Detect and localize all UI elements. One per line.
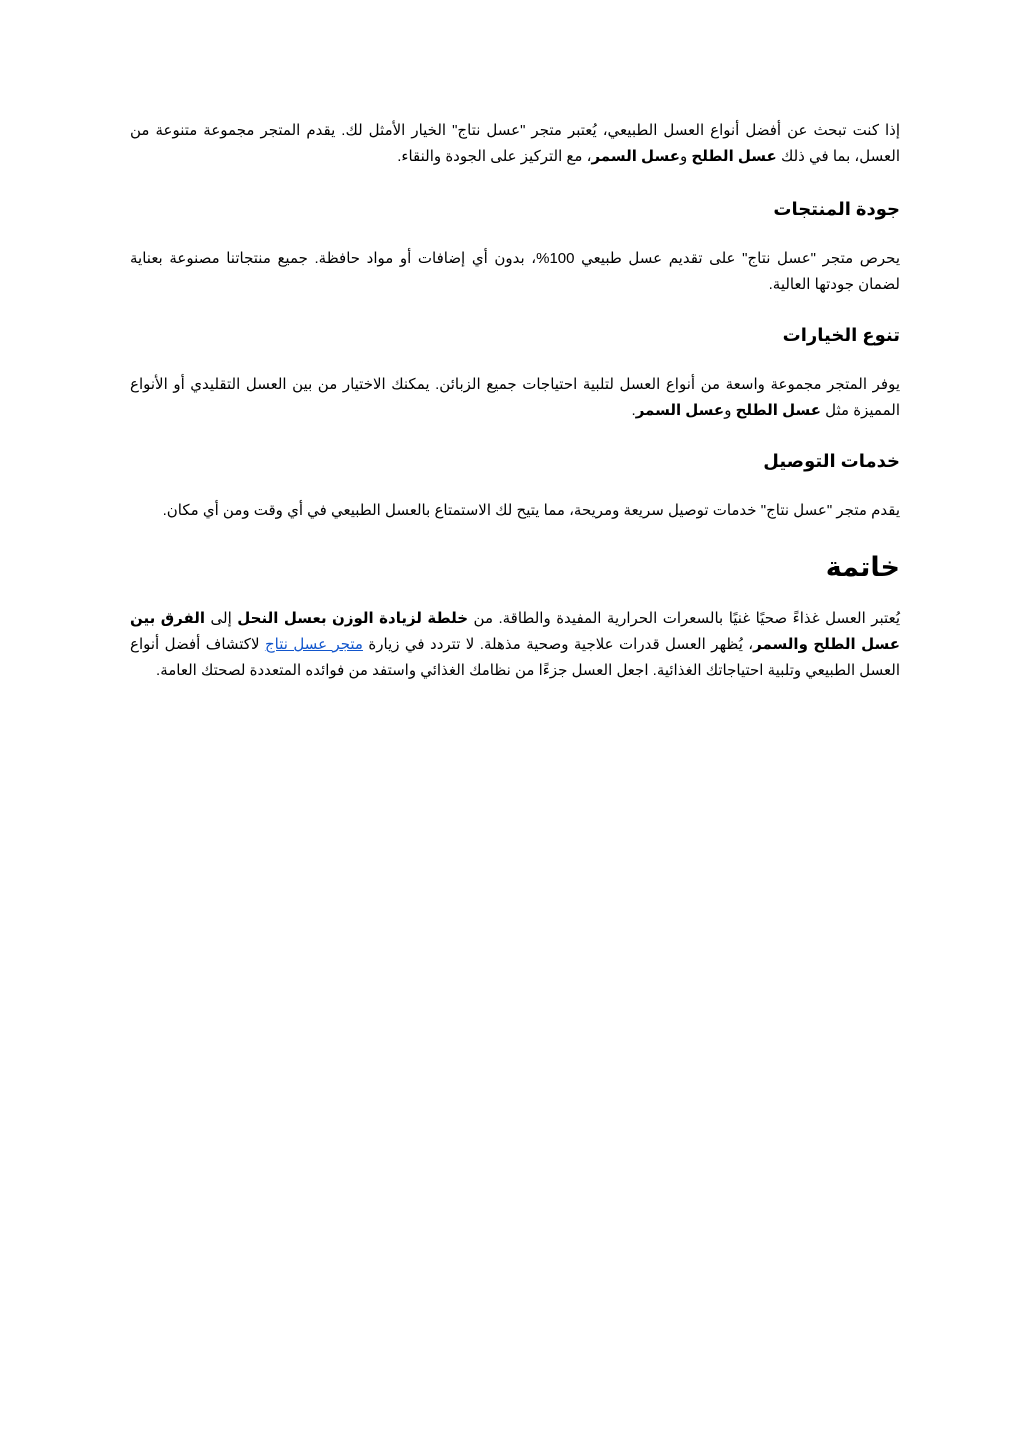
conclusion-text-2: إلى [205, 610, 238, 627]
intro-bold-samr: عسل السمر [591, 148, 680, 165]
quality-heading: جودة المنتجات [773, 199, 900, 219]
conclusion-text-1: يُعتبر العسل غذاءً صحيًا غنيًا بالسعرات الحرارية المفيدة والطاقة. من [468, 610, 900, 627]
conclusion-text-3: ، يُظهر العسل قدرات علاجية وصحية مذهلة. لا تتردد في زيارة [362, 636, 754, 653]
intro-text-1: إذا كنت تبحث عن أفضل أنواع العسل الطبيعي، يُعتبر متجر "عسل نتاج" الخيار الأمثل لك. يقدم المتجر مجموعة متنوعة من العسل، بما في ذلك [130, 122, 900, 165]
conclusion-bold-weight-mix: خلطة لزيادة الوزن بعسل النحل [237, 610, 469, 627]
conclusion-heading: خاتمة [825, 552, 900, 582]
variety-text-2: و [724, 402, 736, 419]
store-link[interactable]: متجر عسل نتاج [264, 636, 363, 653]
intro-text-2: و [679, 148, 692, 165]
intro-bold-talh: عسل الطلح [691, 148, 777, 165]
delivery-heading: خدمات التوصيل [763, 451, 900, 471]
variety-text-1: يوفر المتجر مجموعة واسعة من أنواع العسل لتلبية احتياجات جميع الزبائن. يمكنك الاختيار من بين العسل التقليدي أو الأنواع المميزة مثل [130, 376, 900, 419]
conclusion-bold-difference: الفرق بين عسل الطلح والسمر [130, 610, 900, 653]
intro-paragraph [130, 118, 900, 170]
variety-paragraph [130, 372, 900, 424]
variety-text-3: . [631, 402, 636, 419]
quality-paragraph: يحرص متجر "عسل نتاج" على تقديم عسل طبيعي 100%، بدون أي إضافات أو مواد حافظة. جميع منتجاتنا مصنوعة بعناية لضمان جودتها العالية. [130, 250, 901, 293]
variety-bold-samr: عسل السمر [635, 402, 725, 419]
document-page [130, 118, 900, 684]
variety-heading: تنوع الخيارات [782, 325, 900, 345]
variety-bold-talh: عسل الطلح [735, 402, 821, 419]
conclusion-paragraph [130, 606, 900, 684]
delivery-paragraph: يقدم متجر "عسل نتاج" خدمات توصيل سريعة ومريحة، مما يتيح لك الاستمتاع بالعسل الطبيعي في أي وقت ومن أي مكان. [162, 502, 900, 519]
conclusion-text-4: لاكتشاف أفضل أنواع العسل الطبيعي وتلبية احتياجاتك الغذائية. اجعل العسل جزءًا من نظامك الغذائي واستفد من فوائده المتعددة لصحتك العامة. [130, 636, 900, 679]
intro-text-3: ، مع التركيز على الجودة والنقاء. [397, 148, 592, 165]
